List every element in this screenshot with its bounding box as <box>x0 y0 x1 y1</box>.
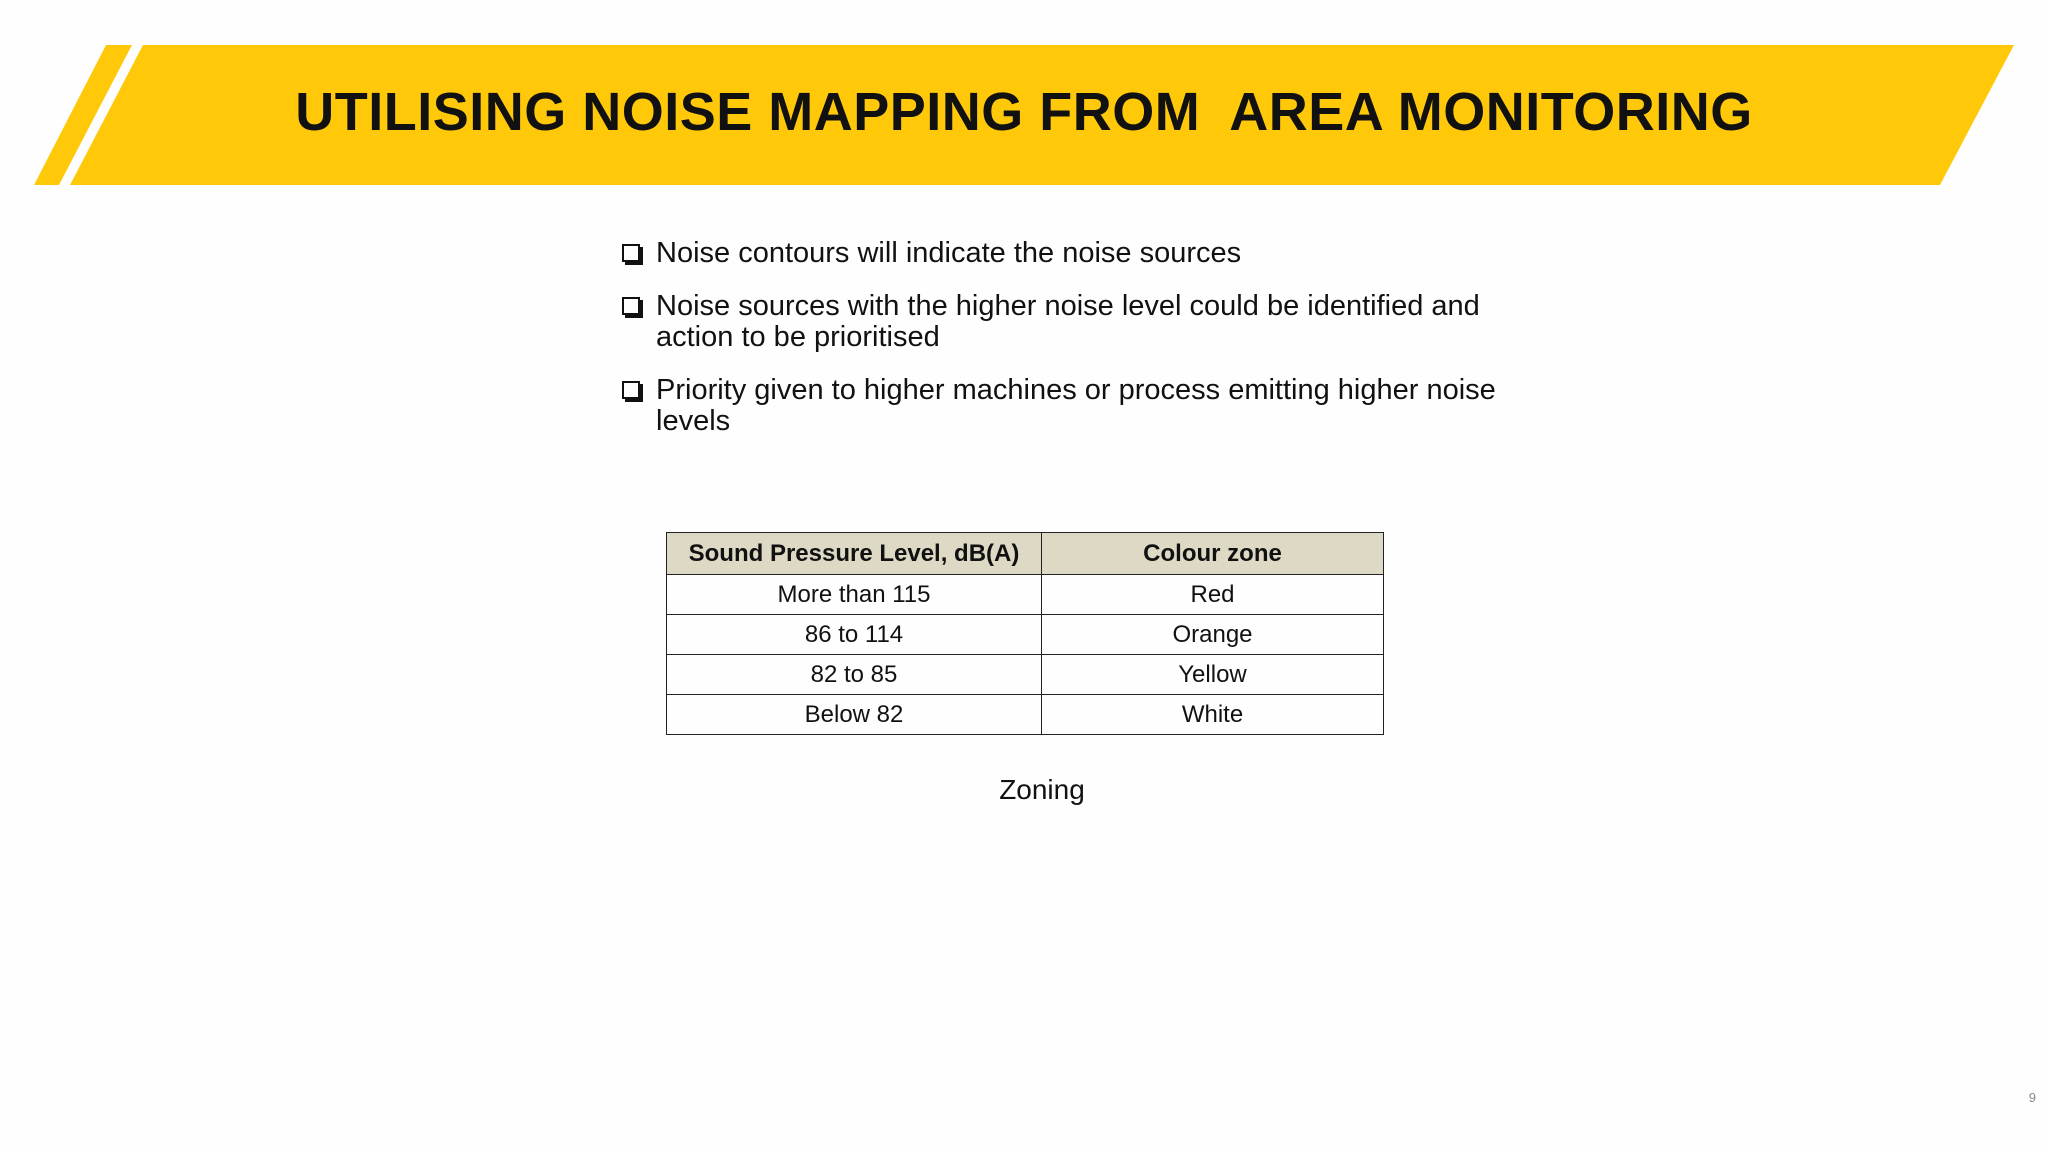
table-cell-zone: Yellow <box>1042 655 1384 695</box>
table-cell-zone: White <box>1042 695 1384 735</box>
table-cell-level: 86 to 114 <box>667 615 1042 655</box>
table-row <box>667 575 1384 615</box>
bullet-text: Noise contours will indicate the noise sources <box>656 237 1242 269</box>
checkbox-square-icon <box>622 244 640 262</box>
checkbox-square-icon <box>622 381 640 399</box>
table-row <box>667 655 1384 695</box>
bullet-text: Priority given to higher machines or process emitting higher noise levels <box>656 374 1496 437</box>
table-caption: Zoning <box>999 774 1085 805</box>
table-row <box>667 695 1384 735</box>
header-sound-pressure-level: Sound Pressure Level, dB(A) <box>667 533 1042 575</box>
table-cell-level: 82 to 85 <box>667 655 1042 695</box>
bullet-item <box>618 291 1518 353</box>
bullet-text: Noise sources with the higher noise level could be identified and action to be prioritised <box>656 290 1480 353</box>
table-header-row <box>667 533 1384 575</box>
page-number: 9 <box>2028 1090 2036 1105</box>
table-row <box>667 615 1384 655</box>
table-cell-zone: Orange <box>1042 615 1384 655</box>
bullet-list <box>618 238 1518 459</box>
slide-title: UTILISING NOISE MAPPING FROM AREA MONITORING <box>295 82 1753 142</box>
table-cell-level: Below 82 <box>667 695 1042 735</box>
table-cell-level: More than 115 <box>667 575 1042 615</box>
header-colour-zone: Colour zone <box>1042 533 1384 575</box>
bullet-item <box>618 375 1518 437</box>
zoning-table <box>666 532 1384 735</box>
checkbox-square-icon <box>622 297 640 315</box>
table-cell-zone: Red <box>1042 575 1384 615</box>
bullet-item <box>618 238 1518 269</box>
